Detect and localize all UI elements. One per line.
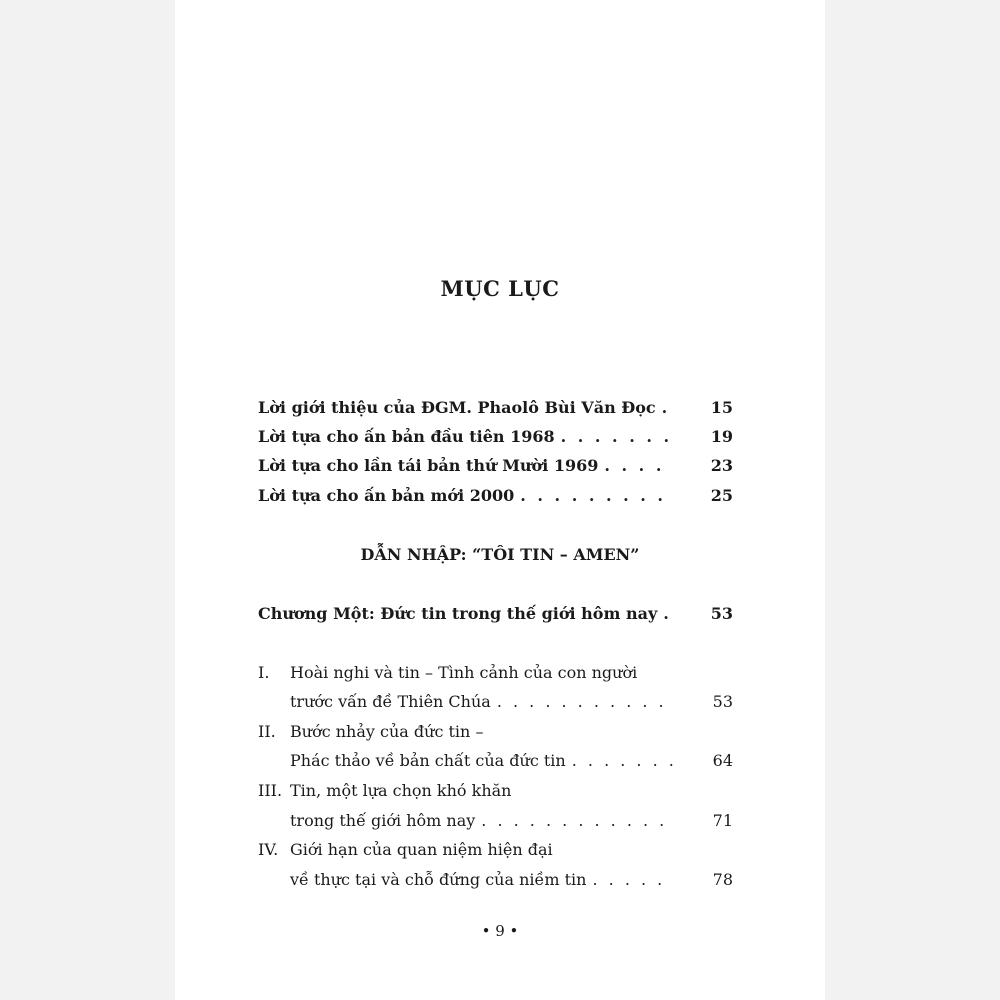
dot-leader <box>572 751 673 771</box>
section-number: I. <box>258 663 270 682</box>
dot-leader <box>592 870 673 890</box>
toc-entry-page: 19 <box>710 427 733 446</box>
book-page <box>175 0 825 1000</box>
section-title-line: trong thế giới hôm nay <box>290 811 476 830</box>
toc-entry <box>258 456 733 476</box>
section-page: 53 <box>712 692 733 711</box>
section-entry <box>290 811 733 831</box>
toc-entry-label: Lời tựa cho ấn bản đầu tiên 1968 <box>258 427 555 446</box>
toc-entry <box>258 486 733 506</box>
toc-entry-label: Lời giới thiệu của ĐGM. Phaolô Bùi Văn Đọc <box>258 398 656 417</box>
section-page: 71 <box>712 811 733 830</box>
section-title-line: trước vấn đề Thiên Chúa <box>290 692 491 711</box>
dot-leader <box>520 486 673 506</box>
section-entry <box>290 870 733 890</box>
chapter-entry <box>258 604 733 624</box>
section-number: IV. <box>258 840 279 859</box>
section-title-line: Phác thảo về bản chất của đức tin <box>290 751 566 770</box>
dot-leader <box>561 427 673 447</box>
section-entry <box>290 692 733 712</box>
section-number: III. <box>258 781 283 800</box>
section-number: II. <box>258 722 276 741</box>
dot-leader <box>604 456 673 476</box>
toc-entry <box>258 398 733 418</box>
section-title-line: về thực tại và chỗ đứng của niềm tin <box>290 870 587 889</box>
section-title-line: Bước nhảy của đức tin – <box>290 722 484 741</box>
toc-entry <box>258 427 733 447</box>
section-title-line: Tin, một lựa chọn khó khăn <box>290 781 512 800</box>
toc-entry-page: 25 <box>710 486 733 505</box>
dot-leader <box>662 398 673 418</box>
dot-leader <box>481 811 673 831</box>
toc-entry-page: 15 <box>710 398 733 417</box>
toc-entry-label: Lời tựa cho lần tái bản thứ Mười 1969 <box>258 456 599 475</box>
section-title-line: Hoài nghi và tin – Tình cảnh của con người <box>290 663 638 682</box>
section-entry <box>290 751 733 771</box>
dot-leader <box>663 604 673 624</box>
chapter-label: Chương Một: Đức tin trong thế giới hôm nay <box>258 604 658 623</box>
toc-entry-label: Lời tựa cho ấn bản mới 2000 <box>258 486 515 505</box>
intro-heading: DẪN NHẬP: “TÔI TIN – AMEN” <box>360 545 640 564</box>
page-title: MỤC LỤC <box>440 276 560 301</box>
section-page: 64 <box>712 751 733 770</box>
dot-leader <box>497 692 673 712</box>
section-page: 78 <box>712 870 733 889</box>
page-number: • 9 • <box>481 922 519 940</box>
toc-entry-page: 23 <box>710 456 733 475</box>
section-title-line: Giới hạn của quan niệm hiện đại <box>290 840 553 859</box>
chapter-page: 53 <box>710 604 733 623</box>
